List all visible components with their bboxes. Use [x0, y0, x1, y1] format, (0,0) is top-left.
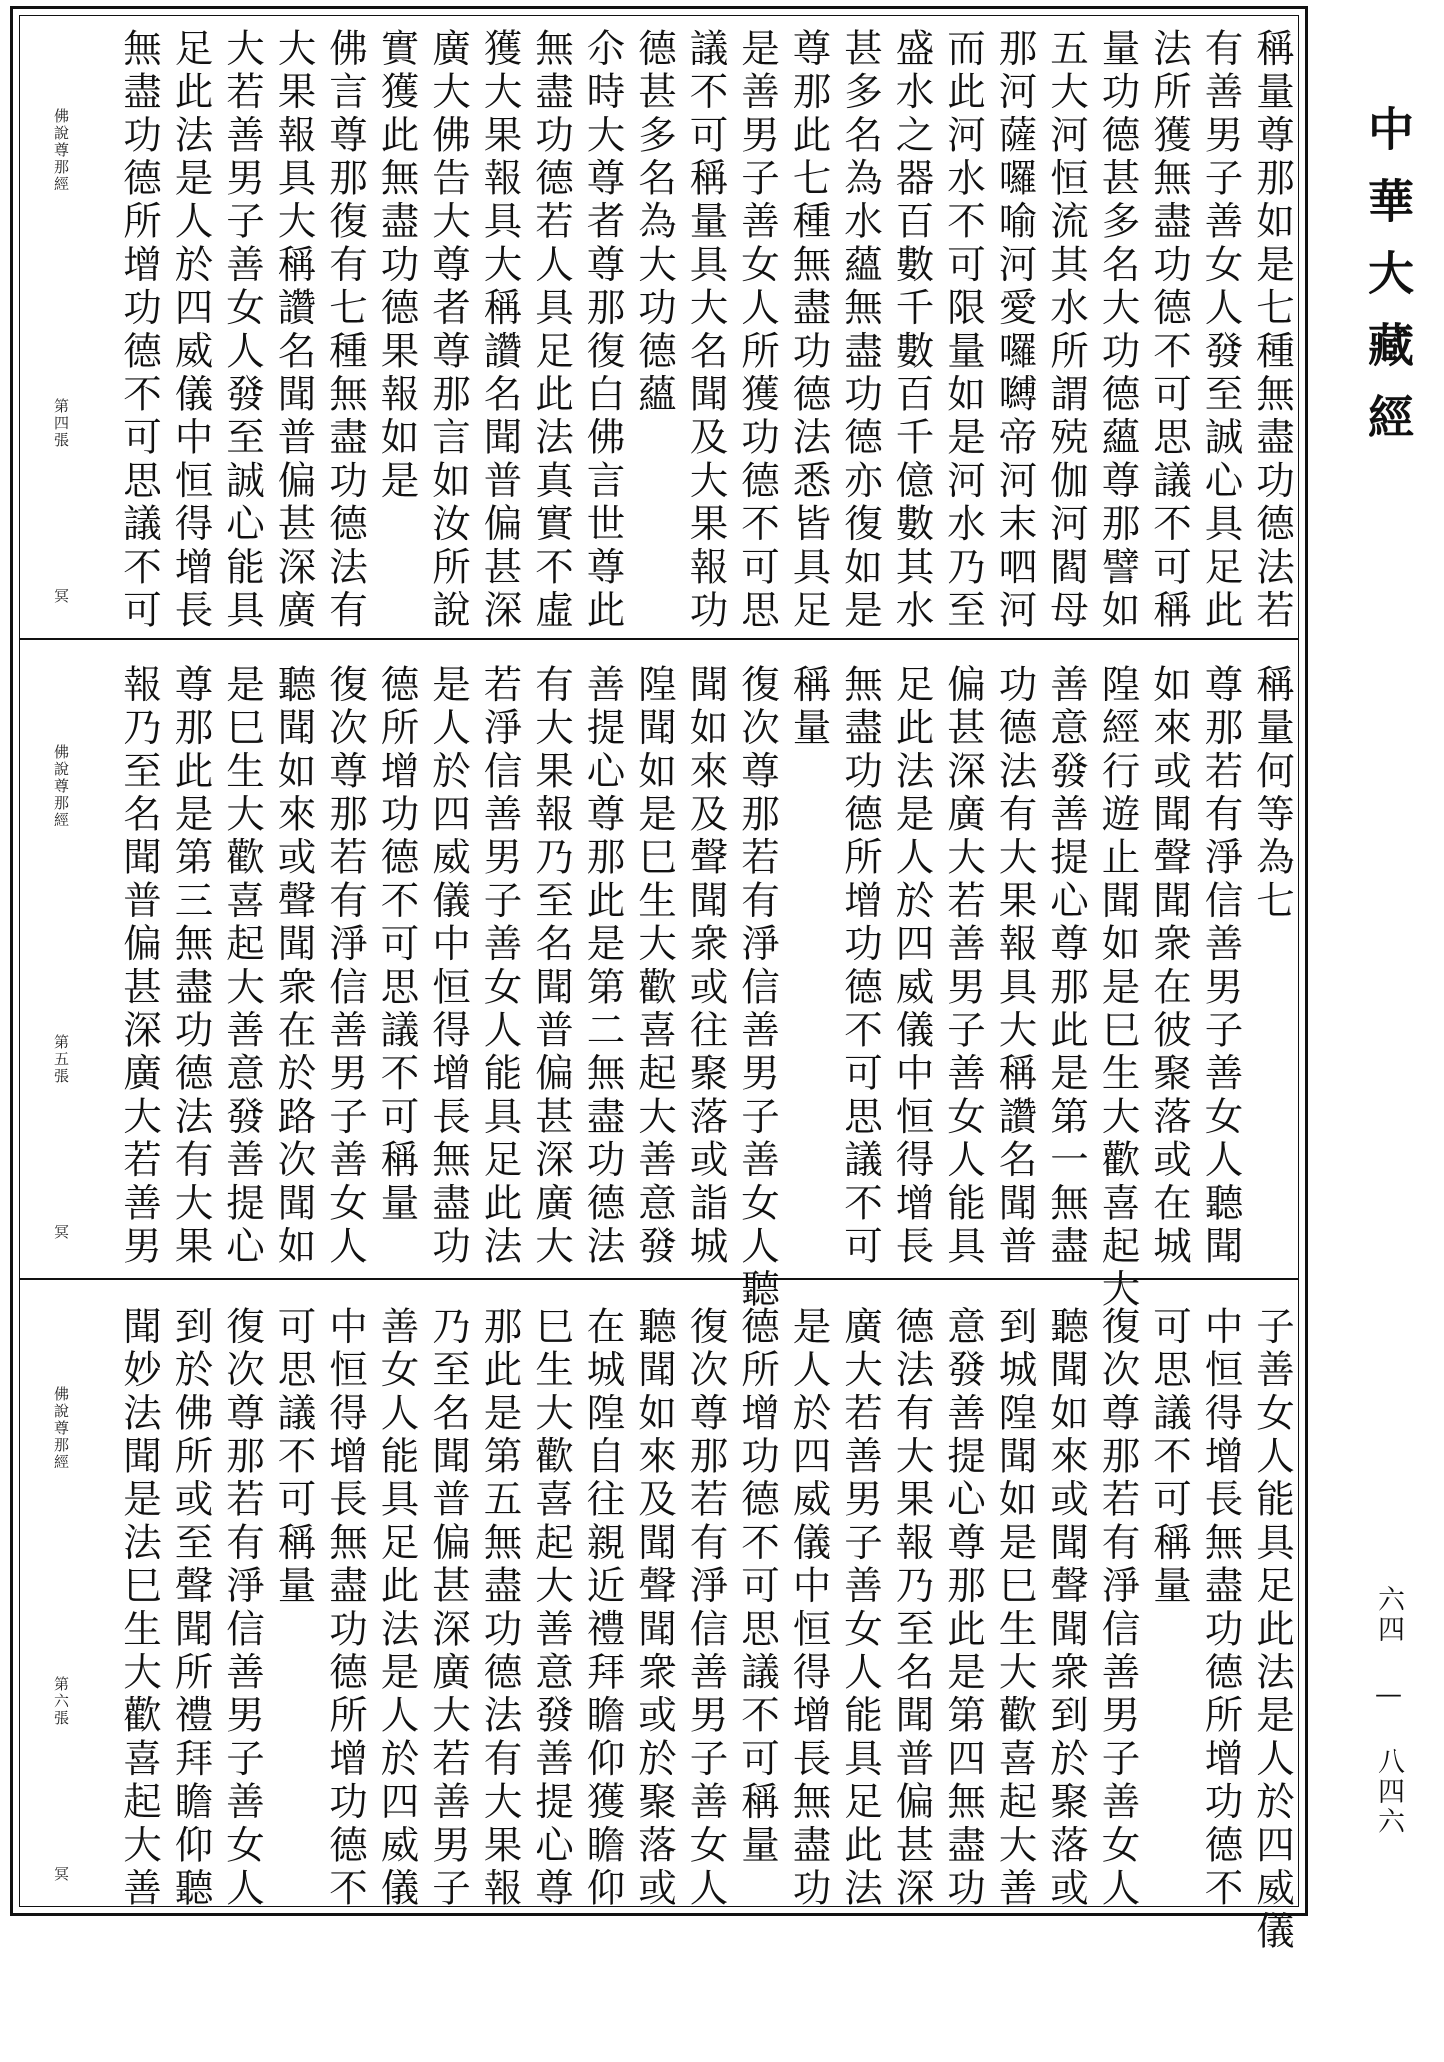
text-column: 是人於四威儀中恒得增長無盡功 — [786, 1306, 832, 1911]
text-column: 獲大果報具大稱讚名聞普偏甚深 — [477, 28, 523, 633]
text-column: 巳生大歡喜起大善意發善提心尊 — [529, 1306, 574, 1911]
text-column: 善提心尊那此是第二無盡功德法 — [580, 664, 626, 1269]
footer-mark: 冥 — [52, 1866, 70, 1883]
text-column: 有大果報乃至名聞普偏甚深廣大 — [529, 664, 574, 1269]
footer-mark: 冥 — [52, 588, 70, 605]
text-column: 五大河恒流其水所謂殑伽河閻母 — [1044, 28, 1089, 633]
text-column: 若淨信善男子善女人能具足此法 — [477, 664, 523, 1269]
text-column: 那河薩囉喻河愛囉嚩帝河末呬河 — [992, 28, 1038, 633]
text-column: 大若善男子善女人發至誠心能具 — [220, 28, 265, 633]
text-column: 議不可稱量具大名聞及大果報功 — [683, 28, 729, 633]
text-column: 大果報具大稱讚名聞普偏甚深廣 — [271, 28, 317, 633]
text-column: 尊那此是第三無盡功德法有大果 — [168, 664, 214, 1269]
text-column: 德甚多名為大功德蘊 — [632, 28, 677, 417]
text-column: 如來或聞聲聞衆在彼聚落或在城 — [1147, 664, 1192, 1269]
text-column: 尒時大尊者尊那復白佛言世尊此 — [580, 28, 626, 633]
text-column: 德所增功德不可思議不可稱量 — [374, 664, 420, 1226]
text-column: 實獲此無盡功德果報如是 — [374, 28, 420, 504]
text-column: 聞如來及聲聞衆或往聚落或詣城 — [683, 664, 729, 1269]
text-column: 尊那若有淨信善男子善女人聽聞 — [1198, 664, 1244, 1269]
text-column: 復次尊那若有淨信善男子善女人 — [1095, 1306, 1141, 1911]
text-column: 聽聞如來及聞聲聞衆或於聚落或 — [632, 1306, 677, 1911]
footer-sutra-name: 佛說尊那經 — [52, 108, 70, 193]
text-column: 法所獲無盡功德不可思議不可稱 — [1147, 28, 1192, 633]
text-column: 到城隍聞如是巳生大歡喜起大善 — [992, 1306, 1038, 1911]
text-column: 足此法是人於四威儀中恒得增長 — [168, 28, 214, 633]
text-column: 隍聞如是巳生大歡喜起大善意發 — [632, 664, 677, 1269]
text-column: 到於佛所或至聲聞所禮拜瞻仰聽 — [168, 1306, 214, 1911]
page-frame — [10, 6, 1308, 1954]
text-column: 中恒得增長無盡功德所增功德不 — [323, 1306, 368, 1911]
text-column: 德法有大果報乃至名聞普偏甚深 — [889, 1306, 935, 1911]
text-column: 復次尊那若有淨信善男子善女人聽 — [735, 664, 780, 1312]
footer-sutra-name: 佛說尊那經 — [52, 1386, 70, 1471]
text-column: 尊那此七種無盡功德法悉皆具足 — [786, 28, 832, 633]
text-column: 廣大佛告大尊者尊那言如汝所說 — [426, 28, 471, 633]
page-number: 六四 — 八四六 — [1373, 1585, 1404, 1837]
text-column: 佛言尊那復有七種無盡功德法有 — [323, 28, 368, 633]
page-inner-border — [19, 15, 1299, 1954]
text-column: 是巳生大歡喜起大善意發善提心 — [220, 664, 265, 1269]
text-column: 復次尊那若有淨信善男子善女人 — [683, 1306, 729, 1911]
text-column: 聞妙法聞是法巳生大歡喜起大善 — [117, 1306, 162, 1911]
text-column: 聽聞如來或聞聲聞衆到於聚落或 — [1044, 1306, 1089, 1911]
text-column: 量功德甚多名大功德蘊尊那譬如 — [1095, 28, 1141, 633]
text-column: 可思議不可稱量 — [1147, 1306, 1192, 1609]
text-column: 可思議不可稱量 — [271, 1306, 317, 1609]
text-column: 乃至名聞普偏甚深廣大若善男子 — [426, 1306, 471, 1911]
text-column: 善意發善提心尊那此是第一無盡 — [1044, 664, 1089, 1269]
text-column: 無盡功德所增功德不可思議不可 — [838, 664, 883, 1269]
footer-sheet-number: 第五張 — [52, 1034, 70, 1085]
text-column: 報乃至名聞普偏甚深廣大若善男 — [117, 664, 162, 1269]
text-column: 廣大若善男子善女人能具足此法 — [838, 1306, 883, 1911]
text-column: 是善男子善女人所獲功德不可思 — [735, 28, 780, 633]
text-column: 而此河水不可限量如是河水乃至 — [941, 28, 986, 633]
text-column: 無盡功德所增功德不可思議不可 — [117, 28, 162, 633]
text-column: 復次尊那若有淨信善男子善女人 — [220, 1306, 265, 1911]
text-column: 善女人能具足此法是人於四威儀 — [374, 1306, 420, 1911]
footer-sheet-number: 第六張 — [52, 1676, 70, 1727]
text-column: 稱量何等為七 — [1250, 664, 1295, 924]
footer-mark: 冥 — [52, 1224, 70, 1241]
text-column: 中恒得增長無盡功德所增功德不 — [1198, 1306, 1244, 1911]
text-column: 有善男子善女人發至誠心具足此 — [1198, 28, 1244, 633]
footer-sutra-name: 佛說尊那經 — [52, 744, 70, 829]
register-divider-1 — [20, 638, 1298, 640]
text-column: 偏甚深廣大若善男子善女人能具 — [941, 664, 986, 1269]
footer-sheet-number: 第四張 — [52, 398, 70, 449]
text-column: 足此法是人於四威儀中恒得增長 — [889, 664, 935, 1269]
text-column: 子善女人能具足此法是人於四威儀 — [1250, 1306, 1295, 1954]
text-column: 稱量尊那如是七種無盡功德法若 — [1250, 28, 1295, 633]
text-column: 復次尊那若有淨信善男子善女人 — [323, 664, 368, 1269]
text-column: 在城隍自往親近禮拜瞻仰獲瞻仰 — [580, 1306, 626, 1911]
text-column: 無盡功德若人具足此法真實不虛 — [529, 28, 574, 633]
text-column: 那此是第五無盡功德法有大果報 — [477, 1306, 523, 1911]
text-column: 隍經行遊止聞如是巳生大歡喜起大 — [1095, 664, 1141, 1312]
scripture-collection-title: 中華大藏經 — [1361, 105, 1415, 465]
text-column: 意發善提心尊那此是第四無盡功 — [941, 1306, 986, 1911]
text-column: 盛水之器百數千數百千億數其水 — [889, 28, 935, 633]
text-column: 功德法有大果報具大稱讚名聞普 — [992, 664, 1038, 1269]
text-column: 稱量 — [786, 664, 832, 751]
text-column: 聽聞如來或聲聞衆在於路次聞如 — [271, 664, 317, 1269]
text-column: 是人於四威儀中恒得增長無盡功 — [426, 664, 471, 1269]
text-column: 德所增功德不可思議不可稱量 — [735, 1306, 780, 1868]
text-column: 甚多名為水蘊無盡功德亦復如是 — [838, 28, 883, 633]
